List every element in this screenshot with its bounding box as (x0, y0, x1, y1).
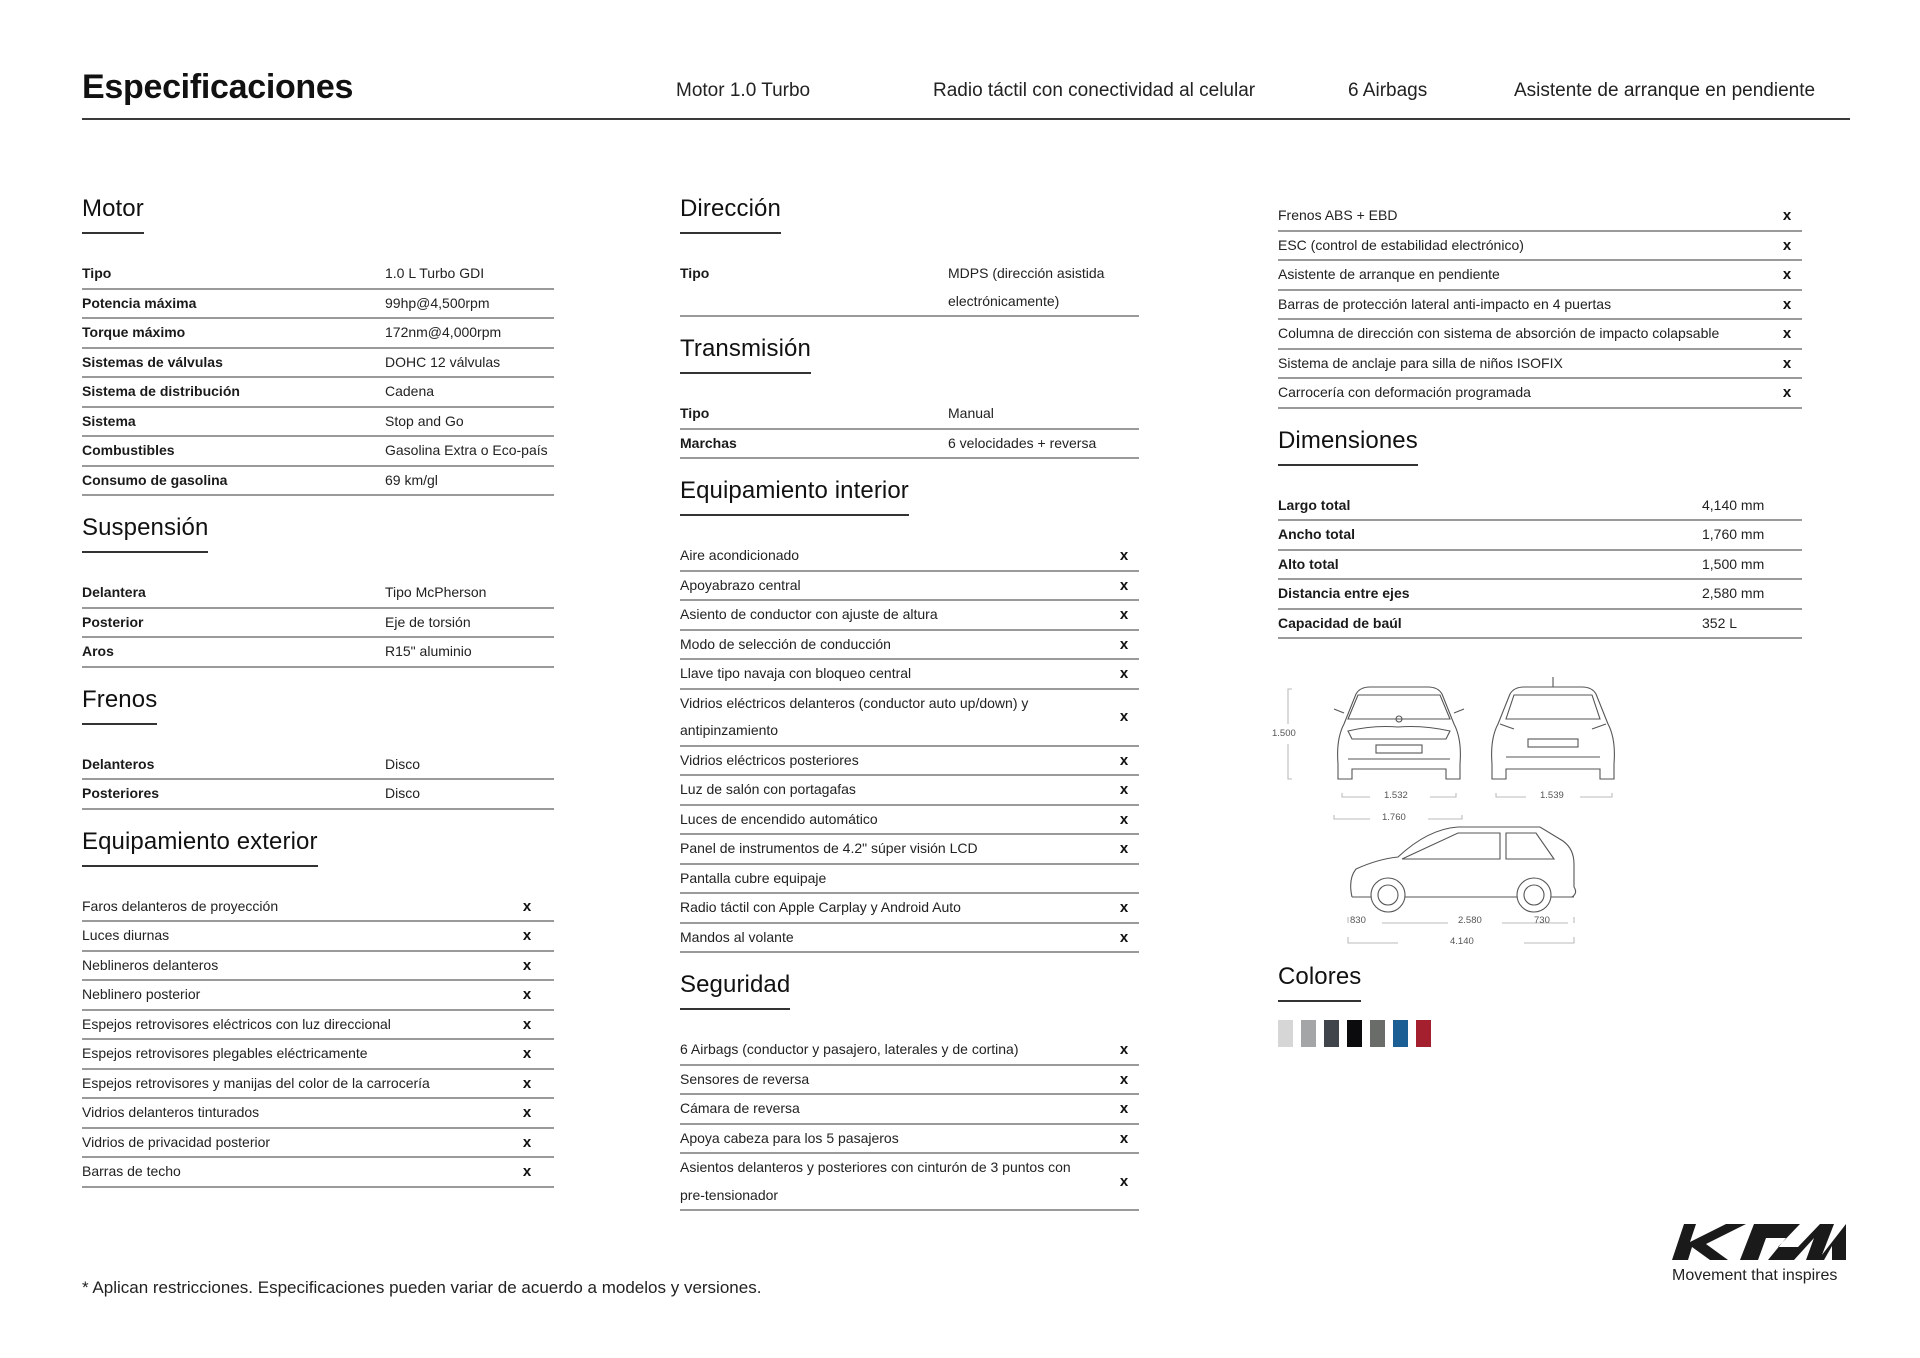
footnote: * Aplican restricciones. Especificaciones pueden variar de acuerdo a modelos y versiones. (82, 1278, 762, 1297)
feature-row (1278, 232, 1802, 262)
feature-label: Asientos delanteros y posteriores con cinturón de 3 puntos con pre-tensionador (680, 1159, 1071, 1203)
feature-row (1278, 202, 1802, 232)
feature-label: Neblinero posterior (82, 986, 201, 1002)
check-mark: x (1782, 325, 1792, 342)
spec-label: Torque máximo (82, 324, 186, 340)
feature-row (1278, 261, 1802, 291)
spec-label: Potencia máxima (82, 294, 197, 311)
color-swatch-graphite[interactable] (1370, 1020, 1385, 1047)
spec-label: Consumo de gasolina (82, 471, 228, 488)
color-swatch-blue[interactable] (1393, 1020, 1408, 1047)
feature-label: 6 Airbags (conductor y pasajero, laterales y de cortina) (680, 1041, 1019, 1057)
spec-label: Distancia entre ejes (1278, 585, 1410, 601)
car-side-view (1351, 827, 1576, 912)
feature-label: Vidrios de privacidad posterior (82, 1133, 271, 1150)
check-mark: x (1782, 236, 1792, 254)
feature-label: ESC (control de estabilidad electrónico) (1278, 236, 1524, 253)
feature-label: Barras de techo (82, 1163, 181, 1179)
feature-row (82, 922, 554, 952)
feature-label: Llave tipo navaja con bloqueo central (680, 665, 912, 681)
spec-label: Sistema (82, 412, 136, 429)
section-suspension (82, 514, 554, 668)
section-title: Colores (1278, 963, 1361, 1002)
feature-label: Luz de salón con portagafas (680, 781, 856, 797)
feature-row (82, 1070, 554, 1100)
car-front-view (1334, 687, 1464, 779)
column-3 (1272, 202, 1802, 1047)
highlight-motor: Motor 1.0 Turbo (676, 80, 811, 101)
spec-row (82, 349, 554, 379)
feature-row (680, 806, 1139, 836)
check-mark: x (1119, 1129, 1129, 1147)
section-title: Transmisión (680, 335, 811, 374)
spec-label: Marchas (680, 434, 737, 451)
spec-label: Sistema de distribución (82, 383, 240, 399)
feature-label: Panel de instrumentos de 4.2" súper visión LCD (680, 840, 978, 856)
spec-label: Combustibles (82, 442, 175, 458)
spec-label: Aros (82, 643, 114, 659)
spec-value: 172nm@4,000rpm (385, 324, 502, 340)
section-exterior (82, 828, 554, 1188)
feature-label: Apoyabrazo central (680, 576, 801, 593)
highlight-radio: Radio táctil con conectividad al celular (933, 80, 1256, 101)
check-mark: x (1119, 606, 1129, 623)
highlight-airbags: 6 Airbags (1348, 80, 1428, 101)
feature-row (82, 1011, 554, 1041)
spec-label: Ancho total (1278, 526, 1355, 542)
spec-value: 352 L (1702, 614, 1738, 631)
page-title: Especificaciones (82, 68, 354, 106)
check-mark: x (522, 1163, 532, 1180)
feature-row (82, 1158, 554, 1188)
spec-row (680, 260, 1139, 317)
check-mark: x (1782, 295, 1792, 313)
car-rear-view (1492, 677, 1615, 779)
spec-value: Gasolina Extra o Eco-país (385, 442, 548, 458)
check-mark: x (1119, 840, 1129, 857)
feature-row (1278, 350, 1802, 380)
spec-row (82, 780, 554, 810)
feature-row (680, 542, 1139, 572)
feature-row (680, 572, 1139, 602)
spec-value: 1,760 mm (1702, 526, 1765, 542)
page-header (82, 62, 1850, 120)
check-mark: x (1119, 665, 1129, 682)
feature-label: Faros delanteros de proyección (82, 897, 279, 914)
spec-label: Tipo (680, 405, 710, 421)
feature-row (680, 660, 1139, 690)
spec-row (1278, 580, 1802, 610)
spec-row (82, 437, 554, 467)
feature-row (680, 835, 1139, 865)
dim-height: 1.500 (1272, 728, 1296, 739)
dim-length: 4.140 (1450, 936, 1474, 947)
check-mark: x (1119, 547, 1129, 564)
feature-label: Frenos ABS + EBD (1278, 207, 1398, 223)
section-title: Seguridad (680, 971, 790, 1010)
feature-label: Modo de selección de conducción (680, 635, 891, 652)
feature-row (680, 601, 1139, 631)
section-title: Equipamiento interior (680, 477, 909, 516)
section-title: Frenos (82, 686, 157, 725)
section-transmision (680, 335, 1139, 459)
spec-row (680, 430, 1139, 460)
check-mark: x (1782, 354, 1792, 372)
section-motor (82, 195, 554, 496)
feature-label: Luces de encendido automático (680, 810, 878, 827)
spec-value: Tipo McPherson (385, 584, 487, 600)
spec-value: DOHC 12 válvulas (385, 353, 501, 370)
section-dimensiones (1278, 427, 1802, 640)
spec-row (82, 751, 554, 781)
feature-row (680, 690, 1139, 747)
spec-row (82, 378, 554, 408)
feature-label: Pantalla cubre equipaje (680, 869, 827, 886)
spec-row (82, 260, 554, 290)
feature-row (680, 1066, 1139, 1096)
spec-label: Posterior (82, 613, 144, 630)
color-swatch-light-gray[interactable] (1278, 1020, 1293, 1047)
feature-label: Vidrios delanteros tinturados (82, 1104, 260, 1120)
spec-value: MDPS (dirección asistida electrónicamente) (948, 265, 1105, 309)
feature-label: Mandos al volante (680, 928, 794, 945)
feature-row (82, 952, 554, 982)
feature-label: Columna de dirección con sistema de absorción de impacto colapsable (1278, 325, 1720, 341)
spec-value: Disco (385, 785, 421, 801)
section-colores (1278, 963, 1802, 1047)
check-mark: x (1119, 1041, 1129, 1058)
section-title: Dimensiones (1278, 427, 1418, 466)
section-direccion (680, 195, 1139, 317)
feature-row (1278, 291, 1802, 321)
spec-row (82, 290, 554, 320)
feature-row (680, 1095, 1139, 1125)
check-mark: x (522, 897, 532, 915)
feature-row (82, 893, 554, 923)
feature-row (82, 1099, 554, 1129)
check-mark: x (1119, 1100, 1129, 1117)
spec-value: 99hp@4,500rpm (385, 294, 490, 311)
dim-wheelbase: 2.580 (1458, 915, 1482, 926)
section-seguridad-continued (1278, 202, 1802, 409)
feature-row (680, 865, 1139, 895)
dim-front-overhang: 830 (1350, 915, 1366, 926)
spec-row (82, 579, 554, 609)
check-mark: x (1119, 899, 1129, 916)
car-dimension-diagram (1272, 669, 1802, 969)
section-title: Suspensión (82, 514, 208, 553)
feature-label: Sistema de anclaje para silla de niños ISOFIX (1278, 354, 1563, 371)
check-mark: x (1119, 708, 1129, 726)
feature-row (82, 1040, 554, 1070)
spec-row (82, 319, 554, 349)
spec-value: Stop and Go (385, 412, 464, 429)
check-mark: x (1782, 207, 1792, 224)
feature-row (680, 1036, 1139, 1066)
section-interior (680, 477, 1139, 953)
spec-value: R15" aluminio (385, 643, 472, 659)
spec-label: Largo total (1278, 496, 1351, 513)
spec-row (1278, 610, 1802, 640)
spec-row (82, 609, 554, 639)
color-swatch-black[interactable] (1347, 1020, 1362, 1047)
spec-label: Delanteros (82, 755, 155, 772)
spec-row (1278, 551, 1802, 581)
section-title: Dirección (680, 195, 781, 234)
spec-label: Delantera (82, 584, 146, 600)
feature-label: Asistente de arranque en pendiente (1278, 266, 1500, 282)
feature-row (680, 1125, 1139, 1155)
feature-label: Radio táctil con Apple Carplay y Android Auto (680, 899, 961, 915)
feature-label: Apoya cabeza para los 5 pasajeros (680, 1129, 899, 1146)
check-mark: x (522, 1015, 532, 1033)
column-1 (82, 195, 554, 1188)
feature-label: Neblineros delanteros (82, 956, 219, 973)
feature-row (680, 747, 1139, 777)
feature-label: Sensores de reversa (680, 1070, 810, 1087)
section-title: Motor (82, 195, 144, 234)
feature-label: Espejos retrovisores plegables eléctricamente (82, 1045, 368, 1061)
check-mark: x (1782, 266, 1792, 283)
spec-row (82, 408, 554, 438)
dim-width: 1.760 (1382, 812, 1406, 823)
spec-value: 4,140 mm (1702, 496, 1765, 513)
column-2 (680, 195, 1139, 1211)
dim-front-track: 1.532 (1384, 790, 1408, 801)
check-mark: x (1119, 1172, 1129, 1190)
check-mark: x (522, 1104, 532, 1121)
kia-tagline: Movement that inspires (1672, 1267, 1838, 1284)
dim-rear-track: 1.539 (1540, 790, 1564, 801)
highlight-hill-assist: Asistente de arranque en pendiente (1514, 80, 1816, 101)
check-mark: x (522, 986, 532, 1003)
feature-row (82, 981, 554, 1011)
spec-row (82, 638, 554, 668)
check-mark: x (1782, 384, 1792, 401)
color-swatches (1278, 1020, 1802, 1047)
spec-value: 1.0 L Turbo GDI (385, 265, 485, 281)
feature-label: Vidrios eléctricos delanteros (conductor auto up/down) y antipinzamiento (680, 694, 1029, 738)
feature-label: Cámara de reversa (680, 1100, 800, 1116)
spec-value: Manual (948, 405, 994, 421)
check-mark: x (1119, 1070, 1129, 1088)
spec-value: Eje de torsión (385, 613, 471, 630)
feature-label: Espejos retrovisores eléctricos con luz direccional (82, 1015, 391, 1032)
section-frenos (82, 686, 554, 810)
check-mark: x (522, 1045, 532, 1062)
spec-row (1278, 521, 1802, 551)
spec-value: 2,580 mm (1702, 585, 1765, 601)
feature-row (1278, 379, 1802, 409)
spec-label: Capacidad de baúl (1278, 614, 1402, 631)
feature-label: Vidrios eléctricos posteriores (680, 751, 859, 768)
check-mark: x (1119, 781, 1129, 798)
feature-row (680, 776, 1139, 806)
feature-row (680, 894, 1139, 924)
spec-label: Alto total (1278, 555, 1339, 572)
spec-row (82, 467, 554, 497)
spec-value: 6 velocidades + reversa (948, 434, 1097, 451)
check-mark: x (522, 1133, 532, 1151)
spec-value: 69 km/gl (385, 471, 438, 488)
check-mark: x (522, 956, 532, 974)
spec-value: Cadena (385, 383, 435, 399)
check-mark: x (1119, 751, 1129, 769)
feature-label: Barras de protección lateral anti-impacto en 4 puertas (1278, 295, 1612, 312)
spec-label: Tipo (680, 265, 710, 281)
feature-row (680, 631, 1139, 661)
feature-row (1278, 320, 1802, 350)
feature-label: Carrocería con deformación programada (1278, 384, 1531, 400)
spec-row (1278, 492, 1802, 522)
check-mark: x (1119, 635, 1129, 653)
dim-rear-overhang: 730 (1534, 915, 1550, 926)
feature-row (680, 1154, 1139, 1211)
check-mark: x (522, 927, 532, 944)
color-swatch-red[interactable] (1416, 1020, 1431, 1047)
feature-label: Aire acondicionado (680, 547, 800, 563)
color-swatch-silver[interactable] (1301, 1020, 1316, 1047)
feature-label: Luces diurnas (82, 927, 170, 943)
check-mark: x (1119, 928, 1129, 946)
check-mark: x (1119, 810, 1129, 828)
color-swatch-dark-gray[interactable] (1324, 1020, 1339, 1047)
spec-value: Disco (385, 755, 421, 772)
kia-logo-icon (1670, 1220, 1850, 1262)
feature-label: Asiento de conductor con ajuste de altura (680, 606, 938, 622)
check-mark: x (1119, 576, 1129, 594)
section-seguridad (680, 971, 1139, 1211)
feature-row (82, 1129, 554, 1159)
spec-label: Tipo (82, 265, 112, 281)
section-title: Equipamiento exterior (82, 828, 318, 867)
spec-row (680, 400, 1139, 430)
check-mark: x (522, 1074, 532, 1092)
spec-value: 1,500 mm (1702, 555, 1765, 572)
feature-label: Espejos retrovisores y manijas del color de la carrocería (82, 1074, 430, 1091)
spec-label: Sistemas de válvulas (82, 353, 223, 370)
spec-label: Posteriores (82, 785, 160, 801)
feature-row (680, 924, 1139, 954)
